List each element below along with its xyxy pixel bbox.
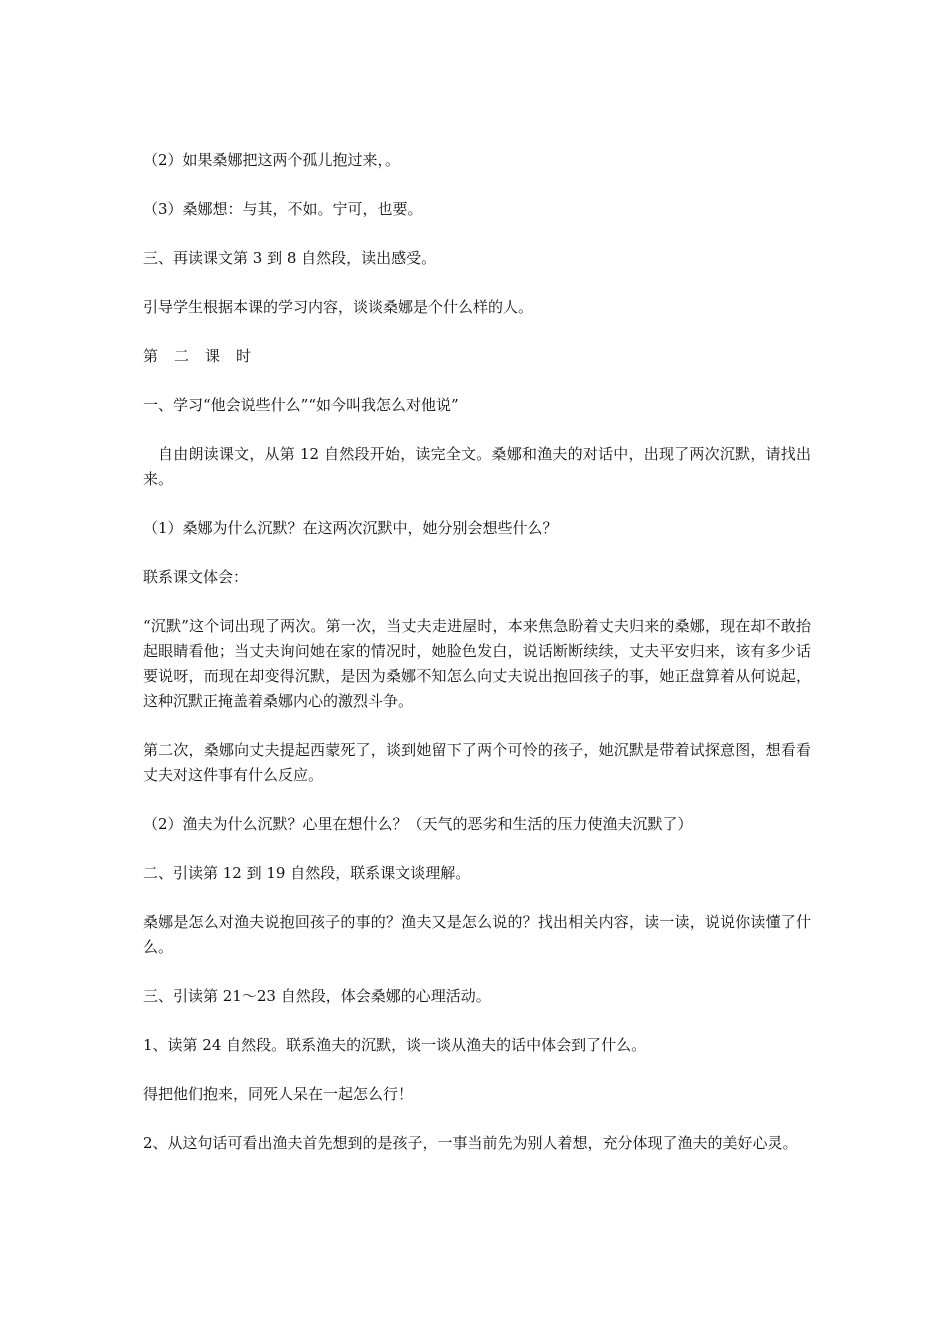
paragraph: （3）桑娜想：与其，不如。宁可，也要。 [143,200,423,218]
document-body [143,148,811,1180]
paragraph: 得把他们抱来，同死人呆在一起怎么行！ [143,1085,414,1103]
paragraph: 联系课文体会： [143,568,249,586]
paragraph: （2）如果桑娜把这两个孤儿抱过来，。 [143,151,401,169]
section-heading: 二、引读第 12 到 19 自然段，联系课文谈理解。 [143,864,471,882]
paragraph: 2、从这句话可看出渔夫首先想到的是孩子，一事当前先为别人着想，充分体现了渔夫的美好心灵。 [143,1134,798,1152]
section-heading: 一、学习“他会说些什么”“如今叫我怎么对他说” [143,396,459,414]
paragraph: 引导学生根据本课的学习内容，谈谈桑娜是个什么样的人。 [143,298,534,316]
lesson-heading: 第二课时 [143,347,268,365]
paragraph: （1）桑娜为什么沉默？在这两次沉默中，她分别会想些什么？ [143,519,558,537]
paragraph: 第二次，桑娜向丈夫提起西蒙死了，谈到她留下了两个可怜的孩子，她沉默是带着试探意图，想看看丈夫对这件事有什么反应。 [143,741,811,784]
section-heading: 三、再读课文第 3 到 8 自然段，读出感受。 [143,249,437,267]
paragraph: “沉默”这个词出现了两次。第一次，当丈夫走进屋时，本来焦急盼着丈夫归来的桑娜，现在却不敢抬起眼睛看他；当丈夫询问她在家的情况时，她脸色发白，说话断断续续，丈夫平安归来，该有多少话要说呀，而现在却变得沉默，是因为桑娜不知怎么向丈夫说出抱回孩子的事，她正盘算着从何说起，这种沉默正掩盖着桑娜内心的激烈斗争。 [143,617,811,710]
paragraph: 1、读第 24 自然段。联系渔夫的沉默，谈一谈从渔夫的话中体会到了什么。 [143,1036,647,1054]
section-heading: 三、引读第 21～23 自然段，体会桑娜的心理活动。 [143,987,491,1005]
paragraph: 桑娜是怎么对渔夫说抱回孩子的事的？渔夫又是怎么说的？找出相关内容，读一读，说说你读懂了什么。 [143,913,811,956]
paragraph: 自由朗读课文，从第 12 自然段开始，读完全文。桑娜和渔夫的对话中，出现了两次沉默，请找出来。 [143,445,811,488]
paragraph: （2）渔夫为什么沉默？心里在想什么？（天气的恶劣和生活的压力使渔夫沉默了） [143,815,693,833]
